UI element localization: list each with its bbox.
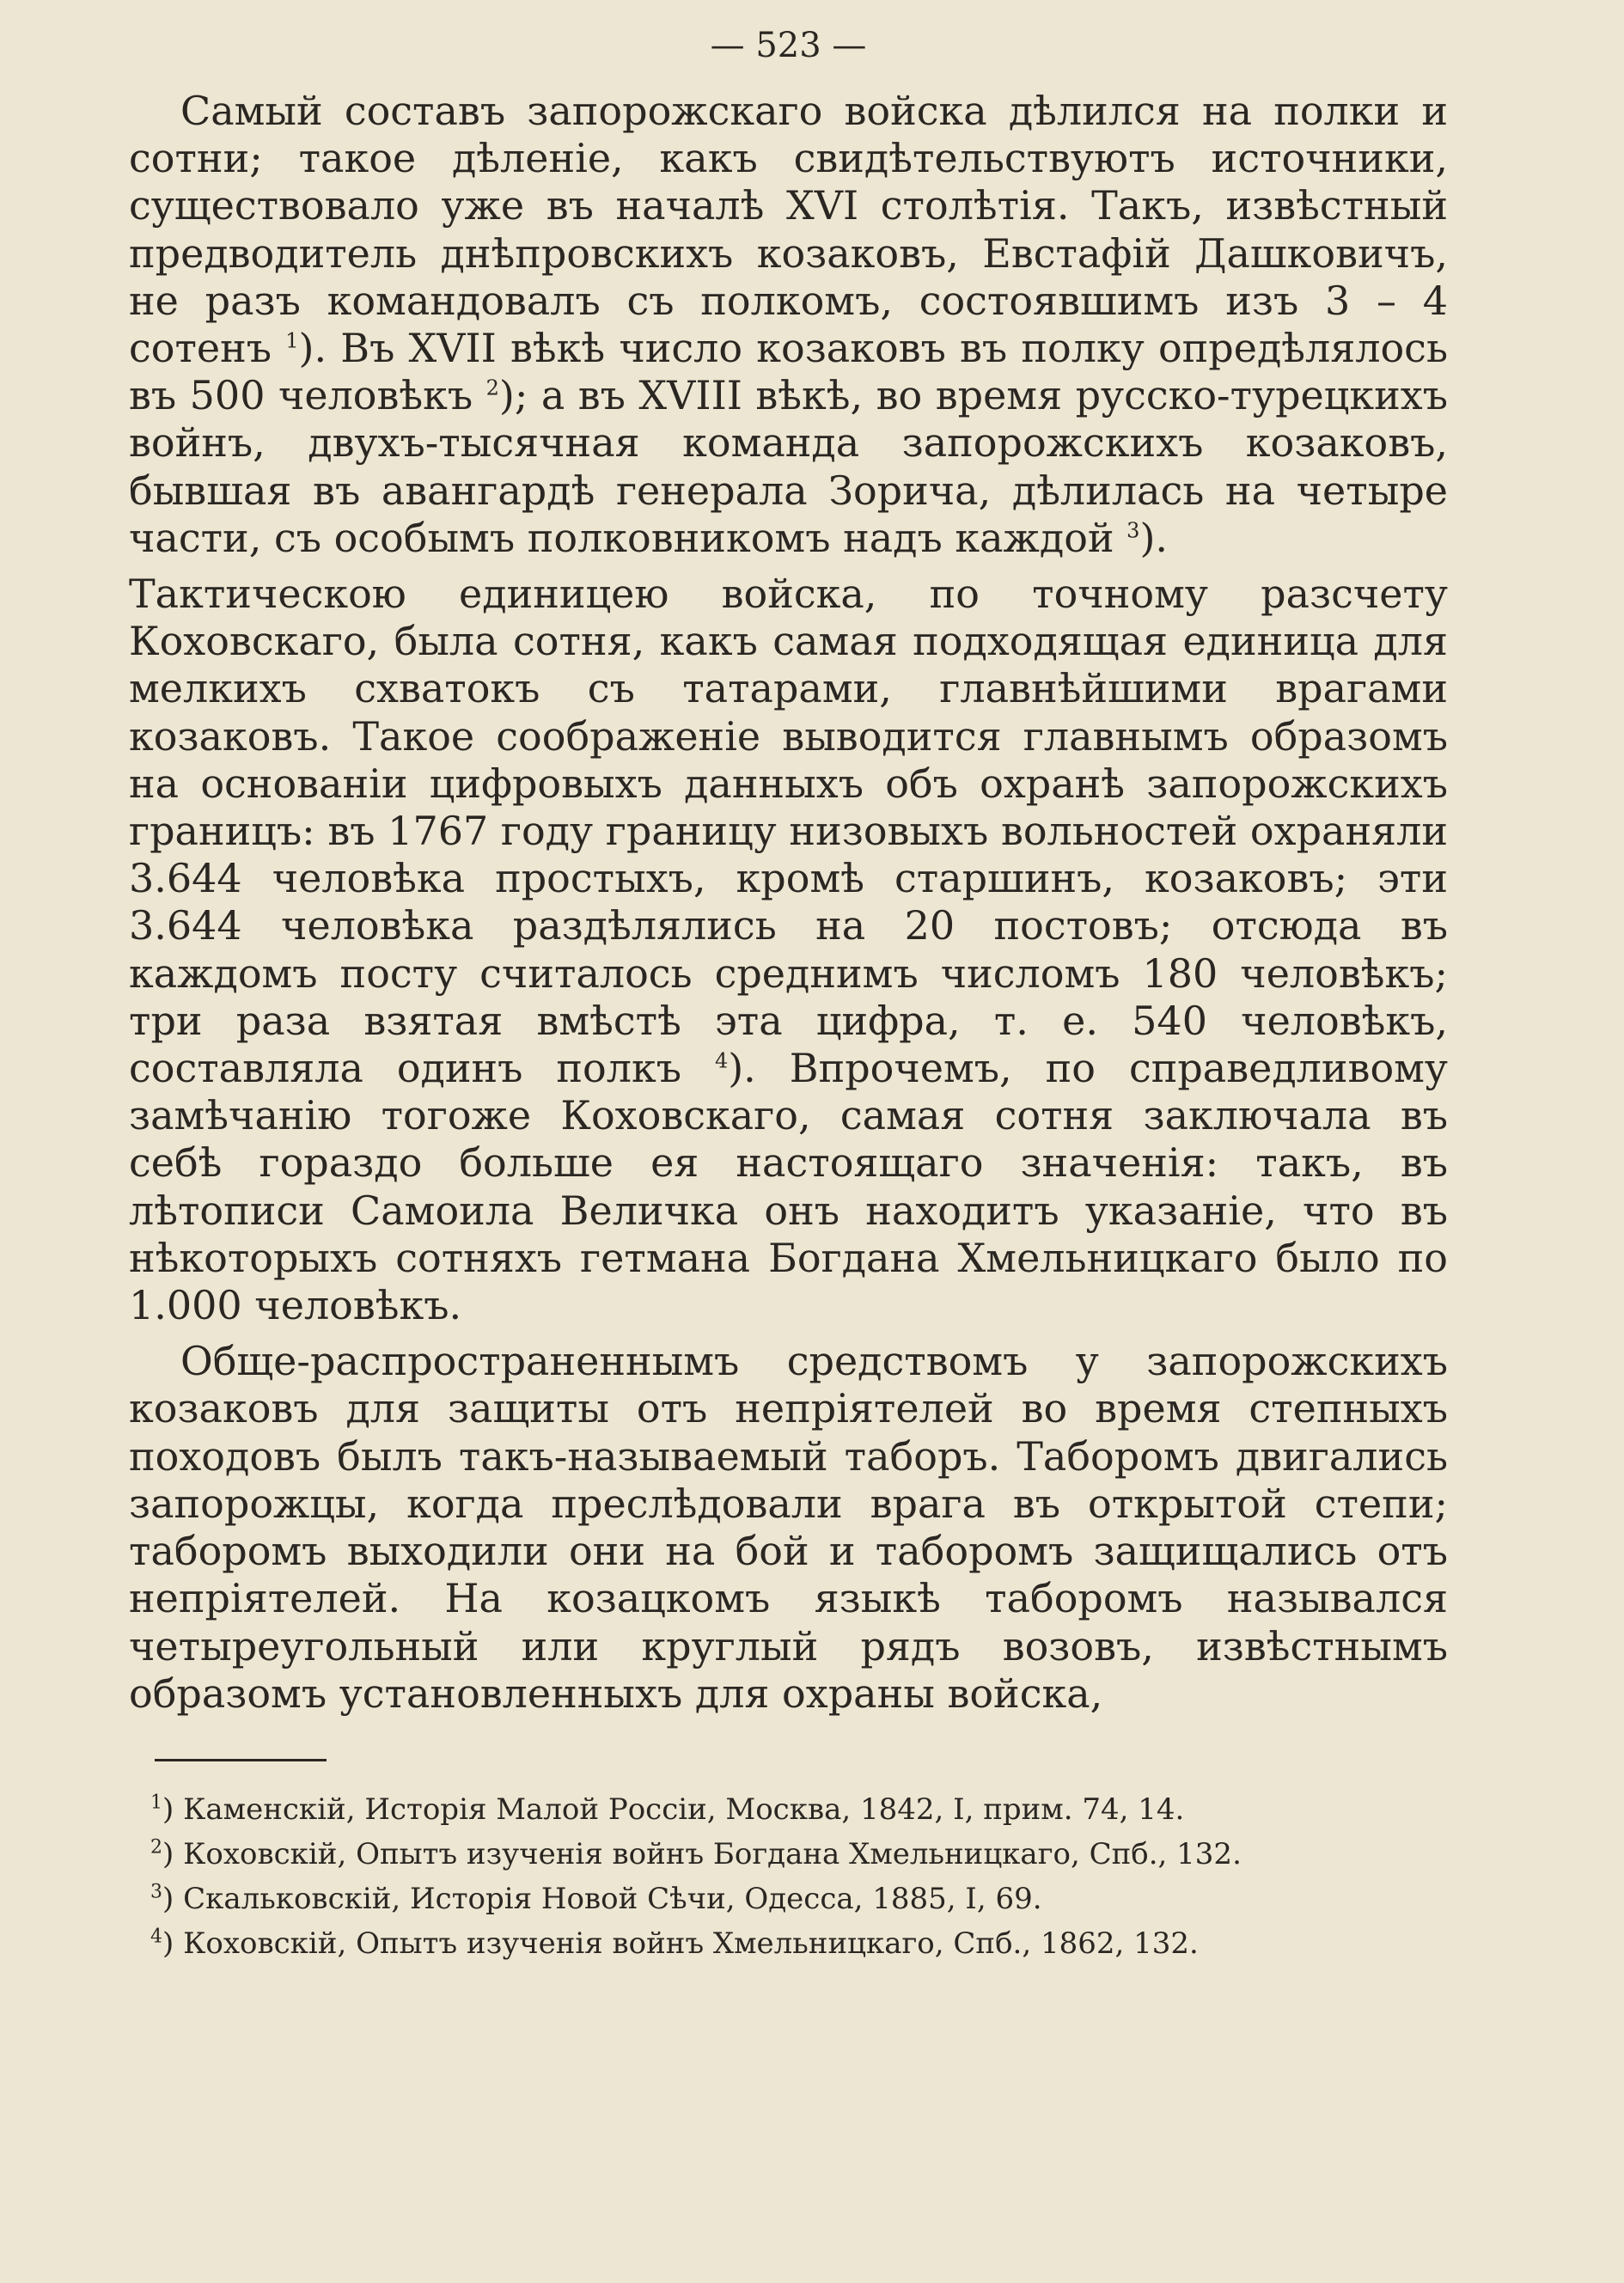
text-run: ). Въ XVII вѣкѣ число козаковъ въ полку опредѣлялось въ 500 человѣкъ	[129, 325, 1448, 419]
page-number: — 523 —	[710, 26, 867, 65]
footnotes	[129, 1787, 1448, 1966]
footnote-divider	[155, 1759, 327, 1761]
paragraph-2	[129, 571, 1448, 1329]
paragraph-3	[129, 1338, 1448, 1718]
text-run: Тактическою единицею войска, по точному разсчету Коховскаго, была сотня, какъ самая подходящая единица для мелкихъ схватокъ съ татарами, главнѣйшими врагами козаковъ. Такое соображеніе выводится главнымъ образомъ на основаніи цифровыхъ данныхъ объ охранѣ запорожскихъ границъ: въ 1767 году границу низовыхъ вольностей охраняли 3.644 человѣка простыхъ, кромѣ старшинъ, козаковъ; эти 3.644 человѣка раздѣлялись на 20 постовъ; отсюда въ каждомъ посту считалось среднимъ числомъ 180 человѣкъ; три раза взятая вмѣстѣ эта цифра, т. е. 540 человѣкъ, составляла одинъ полкъ	[129, 571, 1448, 1092]
footnote-ref: 2	[485, 375, 499, 400]
footnote-1	[150, 1787, 1448, 1832]
text-run: ).	[1139, 514, 1169, 561]
footnote-ref: 3	[1126, 518, 1140, 543]
text-run: Самый составъ запорожскаго войска дѣлился на полки и сотни; такое дѣленіе, какъ свидѣтельствуютъ источники, существовало уже въ началѣ XVI столѣтія. Такъ, извѣстный предводитель днѣпровскихъ козаковъ, Евстафій Дашковичъ, не разъ командовалъ съ полкомъ, состоявшимъ изъ 3 – 4 сотенъ	[129, 88, 1448, 372]
footnote-text: ) Коховскій, Опытъ изученія войнъ Богдана Хмельницкаго, Спб., 132.	[162, 1836, 1242, 1871]
paragraph-1	[129, 88, 1448, 562]
footnote-2	[150, 1832, 1448, 1877]
footnote-3	[150, 1877, 1448, 1921]
text-run: Обще-распространеннымъ средствомъ у запорожскихъ козаковъ для защиты отъ непріятелей во время степныхъ походовъ былъ такъ-называемый таборъ. Таборомъ двигались запорожцы, когда преслѣдовали врага въ открытой степи; таборомъ выходили они на бой и таборомъ защищались отъ непріятелей. На козацкомъ языкѣ таборомъ назывался четыреугольный или круглый рядъ возовъ, извѣстнымъ образомъ установленныхъ для охраны войска,	[129, 1338, 1448, 1717]
footnote-text: ) Коховскій, Опытъ изученія войнъ Хмельницкаго, Спб., 1862, 132.	[162, 1926, 1199, 1961]
footnote-ref: 4	[714, 1048, 729, 1073]
footnote-marker: 2	[150, 1836, 162, 1859]
footnote-marker: 1	[150, 1792, 162, 1814]
footnote-ref: 1	[285, 328, 299, 353]
footnote-text: ) Скальковскій, Исторія Новой Сѣчи, Одесса, 1885, I, 69.	[162, 1881, 1042, 1916]
footnote-marker: 3	[150, 1881, 162, 1903]
footnote-text: ) Каменскій, Исторія Малой Россіи, Москва, 1842, I, прим. 74, 14.	[162, 1792, 1185, 1827]
text-run: ). Впрочемъ, по справедливому замѣчанію тогоже Коховскаго, самая сотня заключала въ себѣ гораздо больше ея настоящаго значенія: такъ, въ лѣтописи Самоила Величка онъ находитъ указаніе, что въ нѣкоторыхъ сотняхъ гетмана Богдана Хмельницкаго было по 1.000 человѣкъ.	[129, 1045, 1448, 1329]
text-run: ); а въ XVIII вѣкѣ, во время русско-турецкихъ войнъ, двухъ-тысячная команда запорожскихъ козаковъ, бывшая въ авангардѣ генерала Зорича, дѣлилась на четыре части, съ особымъ полковникомъ надъ каждой	[129, 372, 1448, 561]
main-text	[129, 88, 1448, 1718]
footnote-marker: 4	[150, 1926, 162, 1948]
footnote-4	[150, 1921, 1448, 1966]
